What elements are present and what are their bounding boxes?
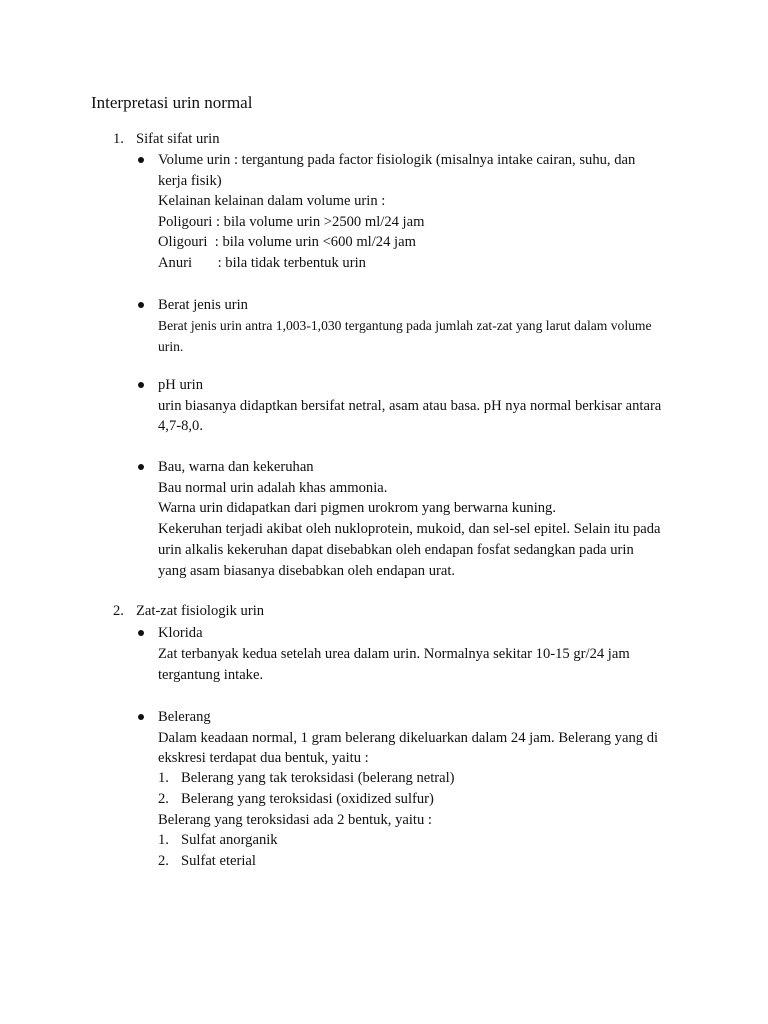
bullet-icon bbox=[138, 302, 144, 308]
paragraph-line: 4,7-8,0. bbox=[158, 418, 203, 434]
section-number: 2. bbox=[113, 603, 124, 619]
paragraph-line: yang asam biasanya disebabkan oleh endapan urat. bbox=[158, 563, 456, 579]
bullet-heading: pH urin bbox=[158, 377, 203, 393]
paragraph-line: urin biasanya didaptkan bersifat netral, asam atau basa. pH nya normal berkisar antara bbox=[158, 398, 662, 414]
paragraph-line: Bau normal urin adalah khas ammonia. bbox=[158, 480, 388, 496]
paragraph-line: kerja fisik) bbox=[158, 173, 222, 189]
paragraph-line: tergantung intake. bbox=[158, 667, 264, 683]
document-title: Interpretasi urin normal bbox=[91, 93, 253, 112]
paragraph-line: Oligouri : bila volume urin <600 ml/24 jam bbox=[158, 234, 416, 250]
paragraph-line: Zat terbanyak kedua setelah urea dalam urin. Normalnya sekitar 10-15 gr/24 jam bbox=[158, 646, 630, 662]
sublist-number: 1. bbox=[158, 832, 169, 848]
sublist-item: Belerang yang tak teroksidasi (belerang netral) bbox=[181, 770, 455, 786]
bullet-heading: Volume urin : tergantung pada factor fisiologik (misalnya intake cairan, suhu, dan bbox=[158, 152, 636, 168]
paragraph-line: urin. bbox=[158, 339, 184, 354]
bullet-icon bbox=[138, 382, 144, 388]
section-heading: Sifat sifat urin bbox=[136, 131, 220, 147]
bullet-icon bbox=[138, 714, 144, 720]
sublist-number: 2. bbox=[158, 853, 169, 869]
bullet-heading: Berat jenis urin bbox=[158, 297, 248, 313]
paragraph-line: Kekeruhan terjadi akibat oleh nukloprotein, mukoid, dan sel-sel epitel. Selain itu pada bbox=[158, 521, 661, 537]
paragraph-line: Belerang yang teroksidasi ada 2 bentuk, yaitu : bbox=[158, 812, 432, 828]
paragraph-line: Poligouri : bila volume urin >2500 ml/24 jam bbox=[158, 214, 425, 230]
sublist-item: Sulfat eterial bbox=[181, 853, 256, 869]
bullet-icon bbox=[138, 630, 144, 636]
paragraph-line: Berat jenis urin antra 1,003-1,030 tergantung pada jumlah zat-zat yang larut dalam volume bbox=[158, 318, 652, 333]
paragraph-line: Dalam keadaan normal, 1 gram belerang dikeluarkan dalam 24 jam. Belerang yang di bbox=[158, 730, 659, 746]
paragraph-line: Kelainan kelainan dalam volume urin : bbox=[158, 193, 386, 209]
bullet-icon bbox=[138, 157, 144, 163]
paragraph-line: urin alkalis kekeruhan dapat disebabkan oleh endapan fosfat sedangkan pada urin bbox=[158, 542, 634, 558]
bullet-heading: Bau, warna dan kekeruhan bbox=[158, 459, 314, 475]
paragraph-line: ekskresi terdapat dua bentuk, yaitu : bbox=[158, 750, 369, 766]
bullet-icon bbox=[138, 464, 144, 470]
paragraph-line: Anuri : bila tidak terbentuk urin bbox=[158, 255, 366, 271]
bullet-heading: Klorida bbox=[158, 625, 203, 641]
section-heading: Zat-zat fisiologik urin bbox=[136, 603, 265, 619]
sublist-number: 2. bbox=[158, 791, 169, 807]
sublist-item: Belerang yang teroksidasi (oxidized sulfur) bbox=[181, 791, 434, 807]
sublist-number: 1. bbox=[158, 770, 169, 786]
section-number: 1. bbox=[113, 131, 124, 147]
paragraph-line: Warna urin didapatkan dari pigmen urokrom yang berwarna kuning. bbox=[158, 500, 556, 516]
bullet-heading: Belerang bbox=[158, 709, 211, 725]
sublist-item: Sulfat anorganik bbox=[181, 832, 278, 848]
